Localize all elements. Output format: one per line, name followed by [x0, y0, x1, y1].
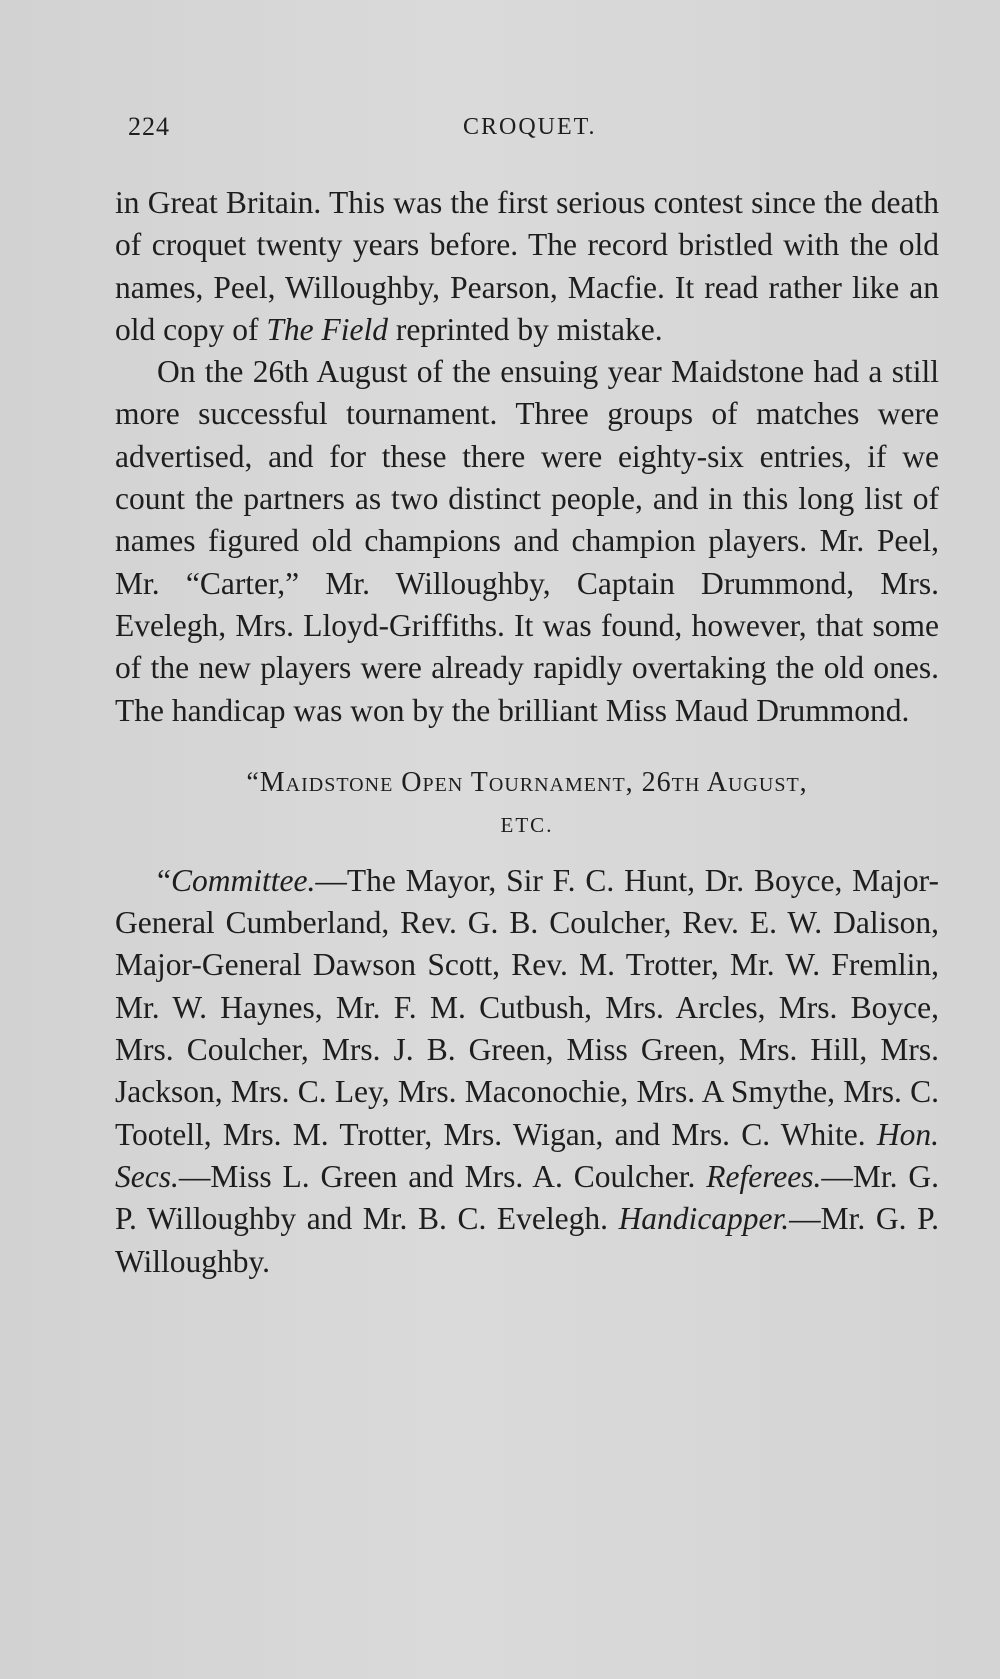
handicapper-name: —Mr. G. P. Willoughby. [115, 1201, 939, 1279]
page-header [128, 112, 938, 152]
body-text [115, 182, 939, 1283]
handicapper-label: Handicapper. [618, 1201, 790, 1237]
committee-paragraph [115, 860, 939, 1283]
committee-label: Committee. [170, 862, 316, 898]
page-number: 224 [128, 112, 170, 141]
section-heading-sub: ETC. [500, 812, 554, 837]
committee-members: —The Mayor, Sir F. C. Hunt, Dr. Boyce, Major-General Cumberland, Rev. G. B. Coulcher, Rev. E. W. Dalison, Major-General Dawson Scott, Rev. M. Trotter, Mr. W. Fremlin, Mr. W. Haynes, Mr. F. M. Cutbush, Mrs. Arcles, Mrs. Boyce, Mrs. Coulcher, Mrs. J. B. Green, Miss Green, Mrs. Hill, Mrs. Jackson, Mrs. C. Ley, Mrs. Maconochie, Mrs. A Smythe, Mrs. C. Tootell, Mrs. M. Trotter, Mrs. Wigan, and Mrs. C. White. [115, 862, 939, 1152]
paragraph-continued [115, 182, 939, 351]
referees-names: —Mr. G. P. Willoughby and Mr. B. C. Evelegh. [115, 1158, 939, 1237]
paragraph-maidstone: On the 26th August of the ensuing year Maidstone had a still more successful tournament. Three groups of matches were advertised, and for these there were eighty-six entries, if we count the partners as two distinct people, and in this long list of names figured old champions and champion players. Mr. Peel, Mr. “Carter,” Mr. Willoughby, Captain Drummond, Mrs. Evelegh, Mrs. Lloyd-Griffiths. It was found, however, that some of the new players were already rapidly overtaking the old ones. The handicap was won by the brilliant Miss Maud Drummond. [115, 354, 939, 728]
paragraph-text: reprinted by mistake. [387, 311, 663, 347]
section-heading [115, 762, 939, 846]
paragraph-text: in Great Britain. This was the first serious contest since the death of croquet twenty years before. The record bristled with the old names, Peel, Willoughby, Pearson, Macfie. It read rather like an old copy of [115, 185, 939, 347]
running-head: CROQUET. [463, 114, 597, 140]
referees-label: Referees. [706, 1158, 822, 1194]
open-quote: “ [157, 862, 171, 898]
hon-secs-label: Hon. Secs. [115, 1116, 939, 1194]
italic-title: The Field [266, 311, 388, 347]
section-heading-title: “Maidstone Open Tournament, 26th August, [246, 766, 808, 798]
hon-secs-names: —Miss L. Green and Mrs. A. Coulcher. [178, 1158, 707, 1194]
